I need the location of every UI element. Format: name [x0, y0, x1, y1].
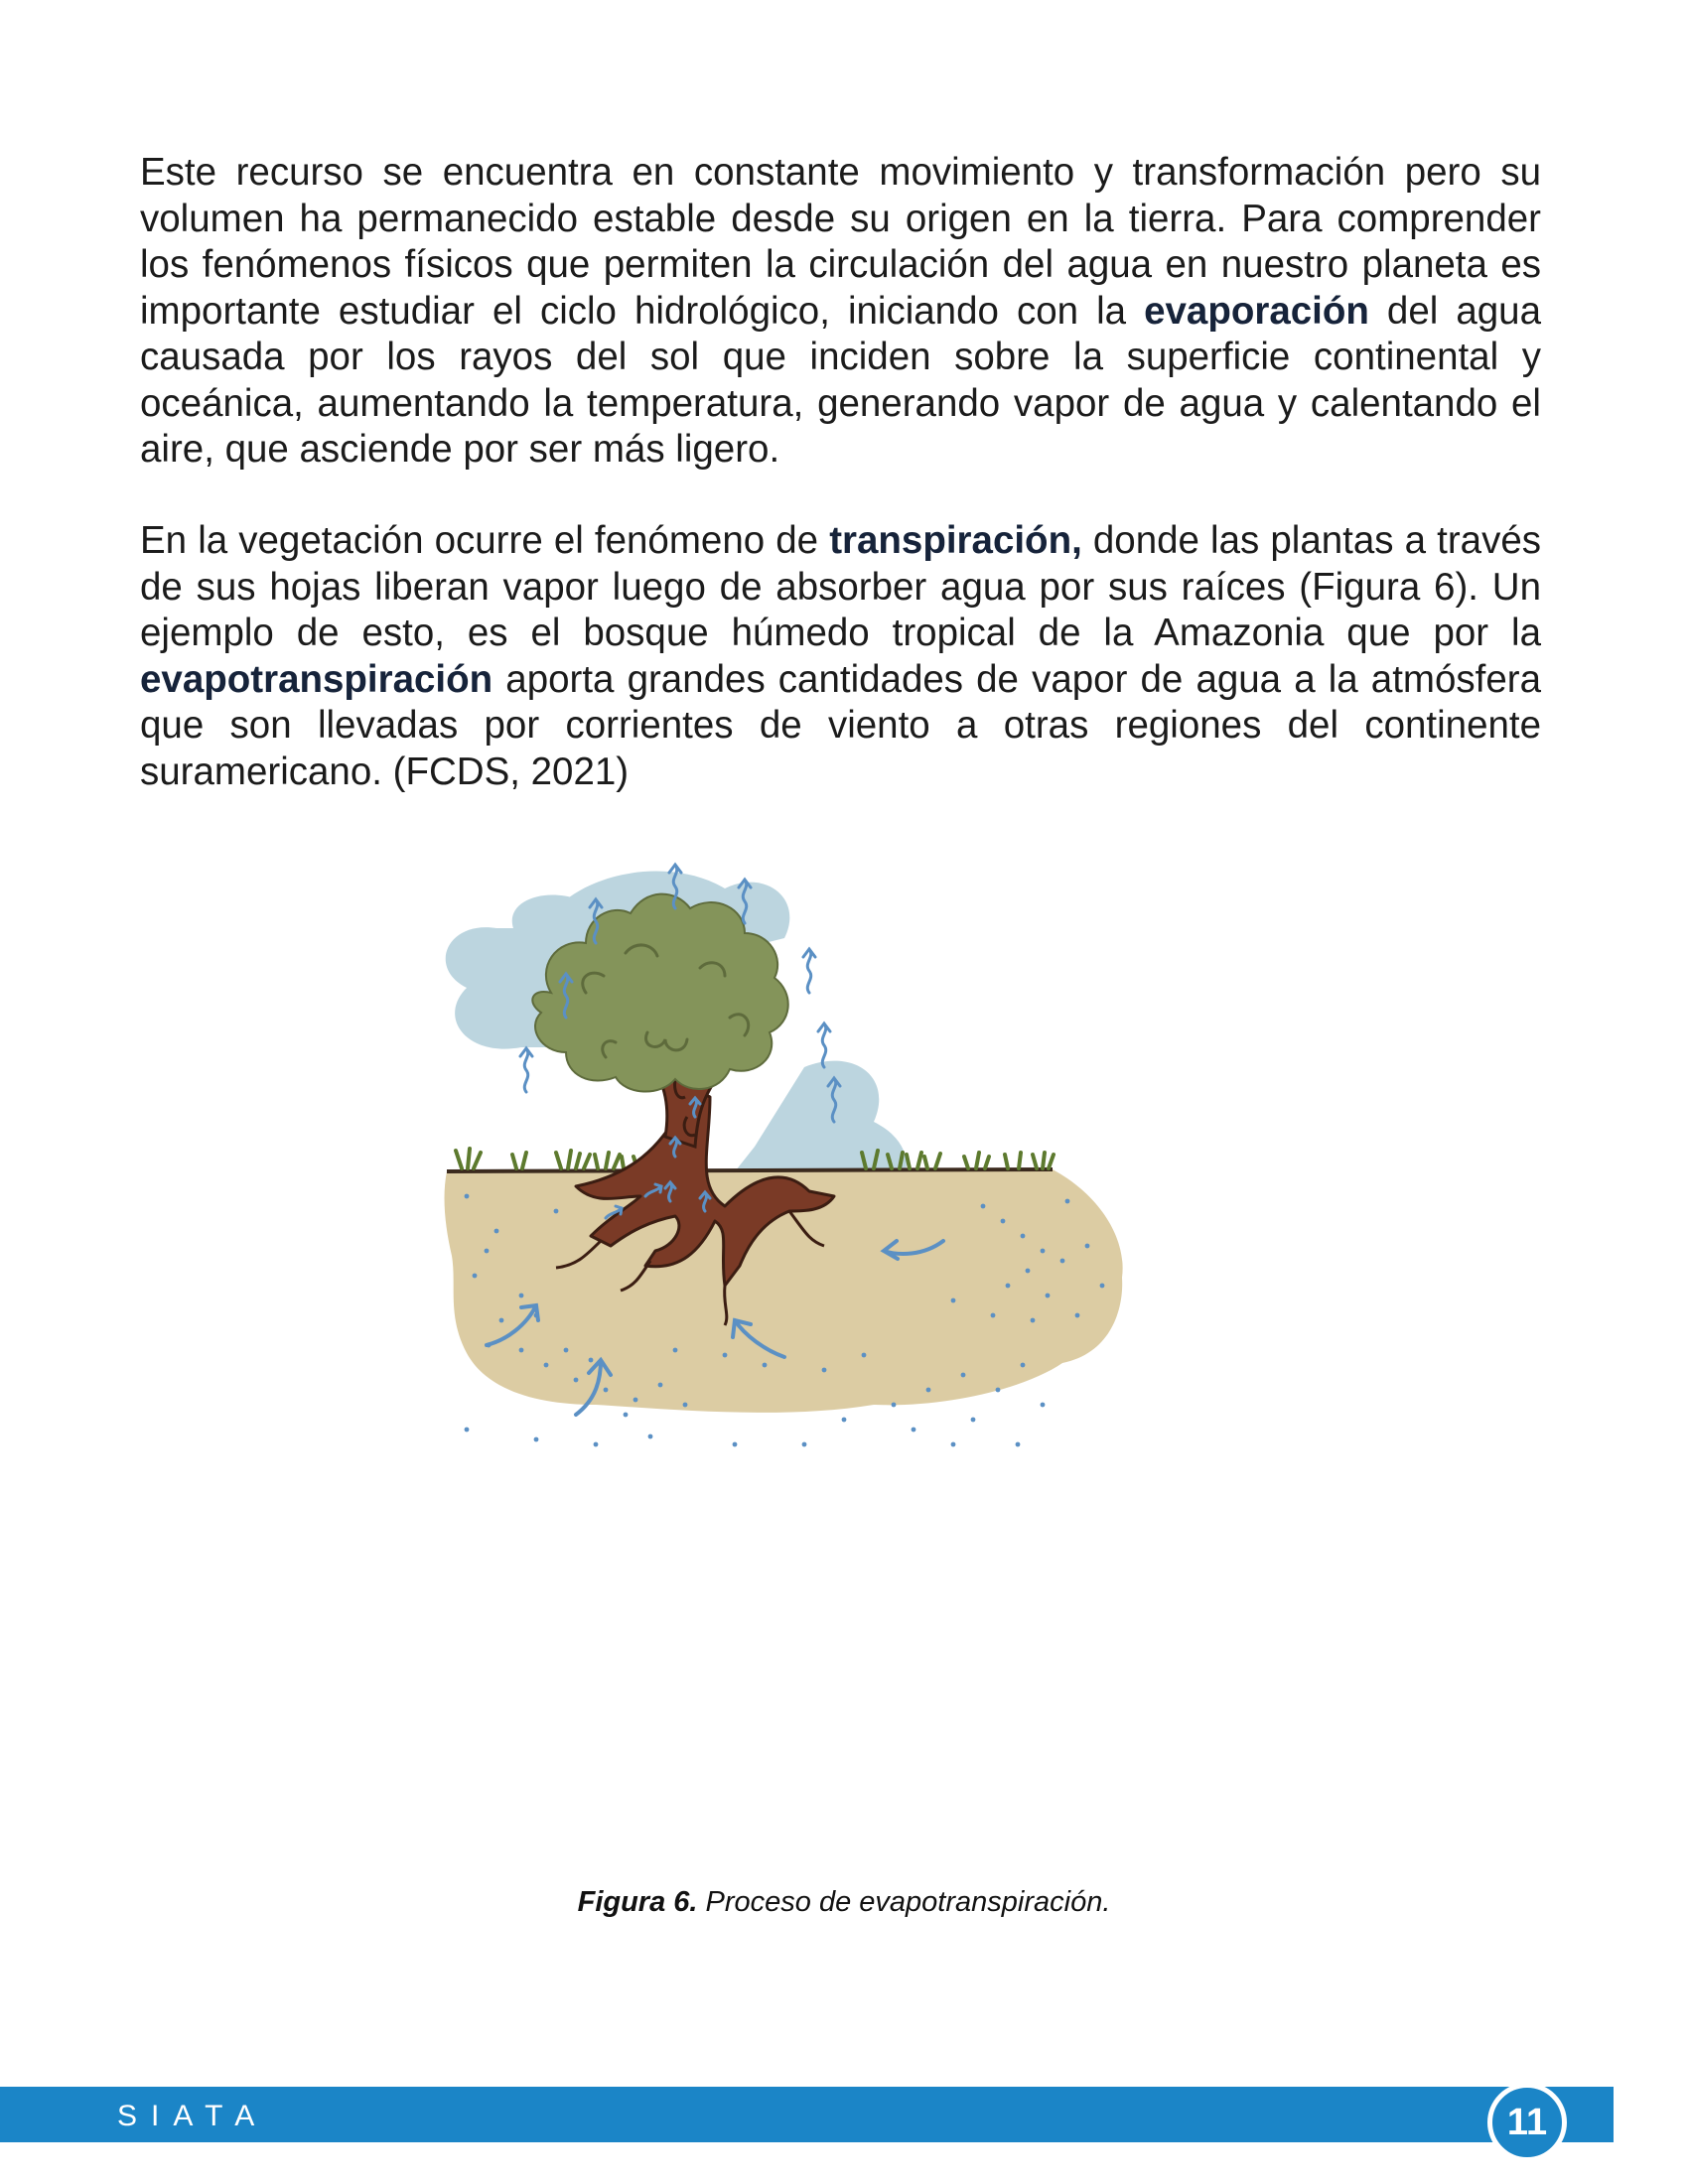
figure-caption [0, 1886, 1688, 1919]
paragraph-1-text-a: Este recurso se encuentra en constante movimiento y transformación pero su volumen ha permanecido estable desde su origen en la tierra. Para comprender los fenómenos físicos que permiten la circulación del agua en nuestro planeta es importante estudiar el ciclo hidrológico, iniciando con la [140, 151, 1541, 333]
term-evapotranspiracion: evapotranspiración [140, 657, 493, 701]
paragraph-1-text-b: del agua causada por los rayos del sol que inciden sobre la superficie continental y oceánica, aumentando la temperatura, generando vapor de agua y calentando el aire, que asciende por ser más ligero. [140, 289, 1541, 471]
term-transpiracion: transpiración, [829, 519, 1082, 562]
paragraph-2-text-b: donde las plantas a través de sus hojas liberan vapor luego de absorber agua por sus raíces (Figura 6). Un ejemplo de esto, es el bosque húmedo tropical de la Amazonia que por la [140, 519, 1541, 654]
paragraph-transpiration [140, 518, 1541, 795]
footer-brand: SIATA [117, 2100, 269, 2132]
paragraph-2-text-a: En la vegetación ocurre el fenómeno de [140, 519, 830, 562]
caption-text: Proceso de evapotranspiración. [697, 1886, 1111, 1918]
term-evaporacion: evaporación [1144, 289, 1369, 333]
paragraph-2-text-c: aporta grandes cantidades de vapor de agua a la atmósfera que son llevadas por corrientes de viento a otras regiones del continente suramericano. (FCDS, 2021) [140, 657, 1541, 793]
evapotranspiration-figure [427, 849, 1261, 1861]
caption-label: Figura 6. [577, 1886, 698, 1918]
paragraph-evaporation [140, 150, 1541, 474]
page-number-badge: 11 [1487, 2083, 1567, 2162]
